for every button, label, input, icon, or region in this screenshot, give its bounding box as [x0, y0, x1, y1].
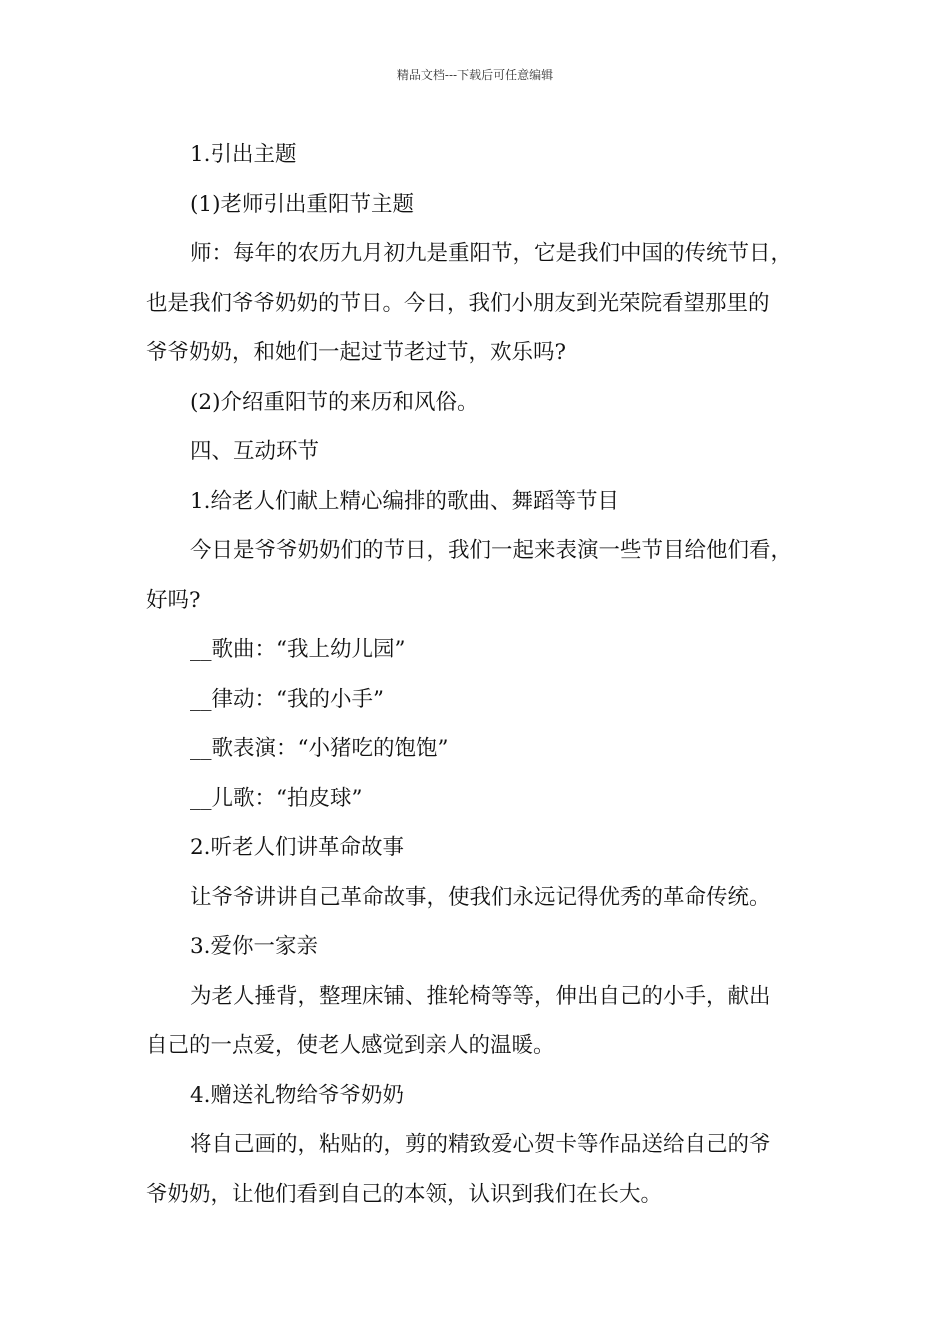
- paragraph: (2)介绍重阳节的来历和风俗。: [190, 389, 479, 415]
- document-body: [146, 130, 826, 1219]
- paragraph: 让爷爷讲讲自己革命故事，使我们永远记得优秀的革命传统。: [190, 884, 771, 910]
- page-header: 精品文档---下载后可任意编辑: [396, 68, 554, 82]
- paragraph: 师：每年的农历九月初九是重阳节，它是我们中国的传统节日，: [190, 241, 793, 266]
- paragraph: (1)老师引出重阳节主题: [190, 191, 414, 217]
- paragraph: 4.赠送礼物给爷爷奶奶: [190, 1082, 405, 1108]
- paragraph: 将自己画的，粘贴的，剪的精致爱心贺卡等作品送给自己的爷: [190, 1132, 771, 1157]
- paragraph: 为老人捶背，整理床铺、推轮椅等等，伸出自己的小手，献出: [190, 983, 771, 1009]
- paragraph: __律动：“我的小手”: [190, 686, 384, 712]
- paragraph: __歌曲：“我上幼儿园”: [190, 637, 406, 662]
- paragraph: 1.引出主题: [190, 142, 297, 167]
- paragraph: 今日是爷爷奶奶们的节日，我们一起来表演一些节目给他们看，: [190, 538, 793, 563]
- paragraph: 2.听老人们讲革命故事: [190, 835, 405, 860]
- paragraph: __儿歌：“拍皮球”: [190, 785, 363, 811]
- paragraph-continuation: 自己的一点爱，使老人感觉到亲人的温暖。: [146, 1033, 555, 1058]
- paragraph: 1.给老人们献上精心编排的歌曲、舞蹈等节目: [190, 488, 620, 514]
- paragraph-continuation: 也是我们爷爷奶奶的节日。今日，我们小朋友到光荣院看望那里的: [146, 290, 770, 316]
- paragraph: 3.爱你一家亲: [190, 934, 319, 959]
- paragraph-continuation: 好吗?: [146, 587, 201, 613]
- paragraph: 四、互动环节: [190, 439, 320, 464]
- paragraph-continuation: 爷奶奶，让他们看到自己的本领，认识到我们在长大。: [146, 1181, 663, 1207]
- paragraph-continuation: 爷爷奶奶，和她们一起过节老过节，欢乐吗?: [146, 340, 567, 365]
- paragraph: __歌表演：“小猪吃的饱饱”: [190, 736, 449, 761]
